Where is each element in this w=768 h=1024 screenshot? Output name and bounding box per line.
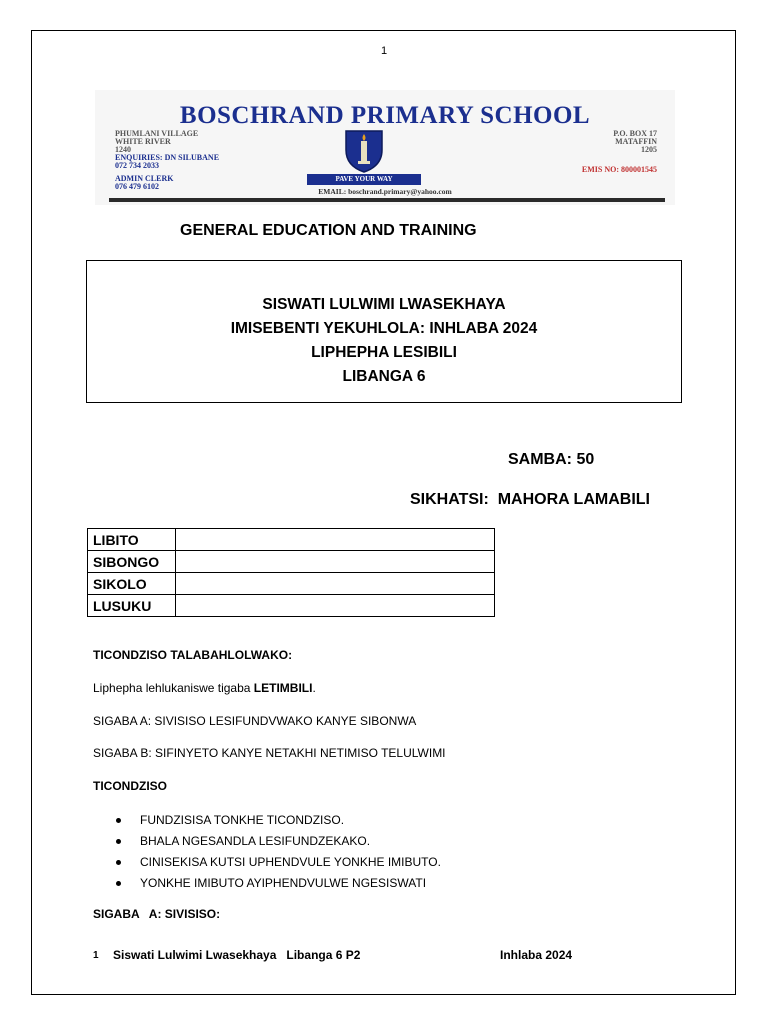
date-field[interactable] [176, 595, 495, 617]
list-item-text: YONKHE IMIBUTO AYIPHENDVULWE NGESISWATI [140, 876, 427, 890]
table-row [88, 595, 495, 617]
footer-left: Siswati Lulwimi Lwasekhaya Libanga 6 P2 [113, 948, 361, 962]
list-item [112, 873, 441, 894]
name-field[interactable] [176, 529, 495, 551]
page-number: 1 [380, 45, 388, 57]
address-line: PHUMLANI VILLAGE [115, 129, 199, 138]
subject-line: SISWATI LULWIMI LWASEKHAYA [262, 296, 506, 313]
address-line: 1205 [641, 145, 657, 154]
letterhead-address-right [613, 130, 657, 154]
paper-division-suffix: . [312, 681, 316, 695]
total-marks: SAMBA: 50 [508, 451, 595, 468]
bullet-icon [116, 860, 121, 865]
subject-line: IMISEBENTI YEKUHLOLA: INHLABA 2024 [230, 320, 538, 337]
address-line: MATAFFIN [615, 137, 657, 146]
list-item-text: CINISEKISA KUTSI UPHENDVULE YONKHE IMIBUTO. [140, 855, 441, 869]
table-row [88, 529, 495, 551]
list-item [112, 831, 441, 852]
bullet-icon [116, 818, 121, 823]
school-field[interactable] [176, 573, 495, 595]
paper-division-prefix: Liphepha lehlukaniswe tigaba [93, 681, 254, 695]
field-label: SIBONGO [88, 551, 176, 573]
subject-line: LIBANGA 6 [342, 368, 426, 385]
page-title: GENERAL EDUCATION AND TRAINING [180, 222, 477, 239]
footer-page-number: 1 [93, 950, 99, 961]
section-a-description: SIGABA A: SIVISISO LESIFUNDVWAKO KANYE SIBONWA [93, 714, 417, 728]
paper-division-count: LETIMBILI [253, 681, 313, 695]
school-crest-icon [343, 128, 385, 174]
list-item-text: BHALA NGESANDLA LESIFUNDZEKAKO. [140, 834, 371, 848]
table-row [88, 551, 495, 573]
school-email: EMAIL: boschrand.primary@yahoo.com [318, 187, 452, 196]
section-b-description: SIGABA B: SIFINYETO KANYE NETAKHI NETIMISO TELULWIMI [93, 746, 446, 760]
paper-division-text [93, 681, 316, 695]
footer-right: Inhlaba 2024 [500, 948, 573, 962]
list-item [112, 810, 441, 831]
admin-label: ADMIN CLERK [115, 174, 174, 183]
instructions-list [112, 810, 441, 894]
address-line: WHITE RIVER [115, 137, 171, 146]
emis-number: EMIS NO: 800001545 [581, 165, 657, 174]
surname-field[interactable] [176, 551, 495, 573]
bullet-icon [116, 839, 121, 844]
letterhead-address-left [115, 130, 219, 191]
field-label: LIBITO [88, 529, 176, 551]
subject-line: LIPHEPHA LESIBILI [311, 344, 457, 361]
learner-info-table [87, 528, 495, 617]
subject-box [86, 260, 682, 403]
ticondziso-heading: TICONDZISO [93, 779, 167, 793]
school-letterhead [95, 90, 675, 205]
time-allowed: SIKHATSI: MAHORA LAMABILI [410, 491, 650, 508]
letterhead-rule [109, 198, 665, 202]
school-motto: PAVE YOUR WAY [307, 174, 421, 185]
table-row [88, 573, 495, 595]
field-label: LUSUKU [88, 595, 176, 617]
address-line: P.O. BOX 17 [613, 129, 657, 138]
list-item-text: FUNDZISISA TONKHE TICONDZISO. [140, 813, 345, 827]
enquiries-phone: 072 734 2033 [115, 161, 159, 170]
section-a-heading: SIGABA A: SIVISISO: [93, 907, 221, 921]
school-name: BOSCHRAND PRIMARY SCHOOL [179, 102, 591, 129]
field-label: SIKOLO [88, 573, 176, 595]
list-item [112, 852, 441, 873]
address-line: 1240 [115, 145, 131, 154]
instructions-heading: TICONDZISO TALABAHLOLWAKO: [93, 648, 293, 662]
enquiries-label: ENQUIRIES: DN SILUBANE [115, 153, 220, 162]
bullet-icon [116, 881, 121, 886]
admin-phone: 076 479 6102 [115, 182, 159, 191]
